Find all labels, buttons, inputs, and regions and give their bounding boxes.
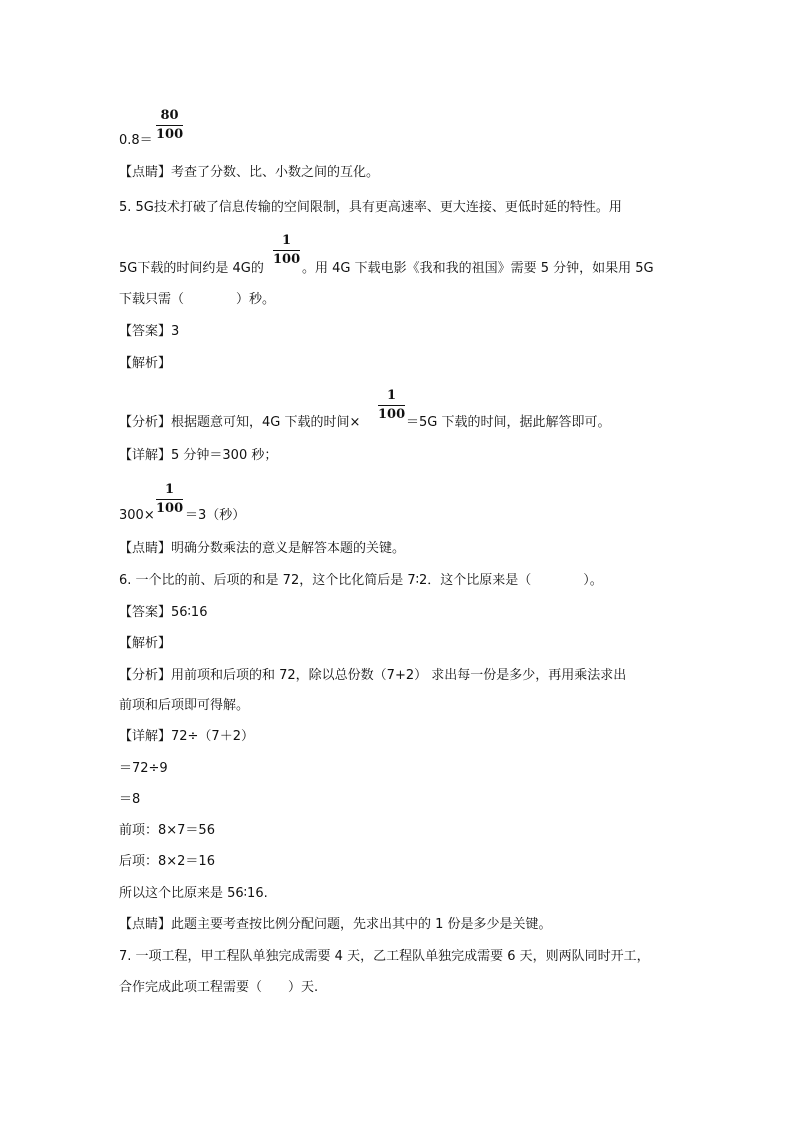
xiangjie-text: 【详解】5 分钟＝300 秒； — [119, 448, 278, 463]
dianjing-note: 【点睛】此题主要考查按比例分配问题，先求出其中的 1 份是多少是关键。 — [119, 917, 552, 932]
fraction-numerator: 80 — [160, 108, 179, 123]
fraction-1-100 — [378, 388, 405, 423]
fraction-bar — [273, 250, 300, 251]
question-7-text: 7. 一项工程，甲工程队单独完成需要 4 天，乙工程队单独完成需要 6 天，则两队同时开工， — [119, 949, 650, 964]
answer-label: 【答案】56∶16 — [119, 605, 208, 620]
calc-step: 前项：8×7＝56 — [119, 823, 215, 838]
question-6-text: 6. 一个比的前、后项的和是 72，这个比化简后是 7∶2．这个比原来是（ ）。 — [119, 573, 603, 588]
conclusion-text: 所以这个比原来是 56∶16. — [119, 886, 268, 901]
fraction-1-100 — [156, 482, 183, 517]
question-7-text-cont: 合作完成此项工程需要（ ）天. — [119, 980, 319, 995]
question-5-blank-line: 下载只需（ ）秒。 — [119, 292, 276, 307]
xiangjie-text: 【详解】72÷（7＋2） — [119, 729, 254, 744]
calc-step: ＝72÷9 — [119, 761, 168, 776]
fraction-numerator: 1 — [282, 233, 292, 248]
fraction-1-100 — [273, 233, 300, 268]
calc-step: ＝8 — [119, 792, 141, 807]
fraction-denominator: 100 — [273, 252, 301, 268]
calc-line-pre: 300× — [119, 508, 155, 523]
fraction-bar — [156, 499, 183, 500]
fenxi-text-post: ＝5G 下载的时间，据此解答即可。 — [406, 415, 611, 430]
fenxi-text: 【分析】用前项和后项的和 72，除以总份数（7+2） 求出每一份是多少，再用乘法求出 — [119, 668, 627, 683]
question-5-text-cont-pre: 5G下载的时间约是 4G的 — [119, 261, 264, 276]
fraction-bar — [378, 405, 405, 406]
fraction-denominator: 100 — [156, 501, 184, 517]
fraction-80-100 — [156, 108, 183, 143]
analysis-heading: 【解析】 — [119, 636, 172, 651]
fraction-denominator: 100 — [378, 407, 406, 423]
answer-label: 【答案】3 — [119, 324, 180, 339]
question-5-text-cont-post: 。用 4G 下载电影《我和我的祖国》需要 5 分钟，如果用 5G — [302, 261, 654, 276]
calc-line-post: ＝3（秒） — [185, 508, 246, 523]
dianjing-note: 【点睛】明确分数乘法的意义是解答本题的关键。 — [119, 541, 406, 556]
equation-line: 0.8＝ — [119, 133, 153, 148]
fraction-numerator: 1 — [165, 482, 175, 497]
dianjing-note: 【点睛】考查了分数、比、小数之间的互化。 — [119, 165, 380, 180]
analysis-heading: 【解析】 — [119, 356, 172, 371]
question-5-text: 5. 5G技术打破了信息传输的空间限制，具有更高速率、更大连接、更低时延的特性。用 — [119, 200, 622, 215]
calc-step: 后项：8×2＝16 — [119, 854, 215, 869]
fraction-bar — [156, 125, 183, 126]
fenxi-text-cont: 前项和后项即可得解。 — [119, 698, 250, 713]
fraction-numerator: 1 — [387, 388, 397, 403]
fraction-denominator: 100 — [156, 127, 184, 143]
fenxi-text-pre: 【分析】根据题意可知，4G 下载的时间× — [119, 415, 361, 430]
